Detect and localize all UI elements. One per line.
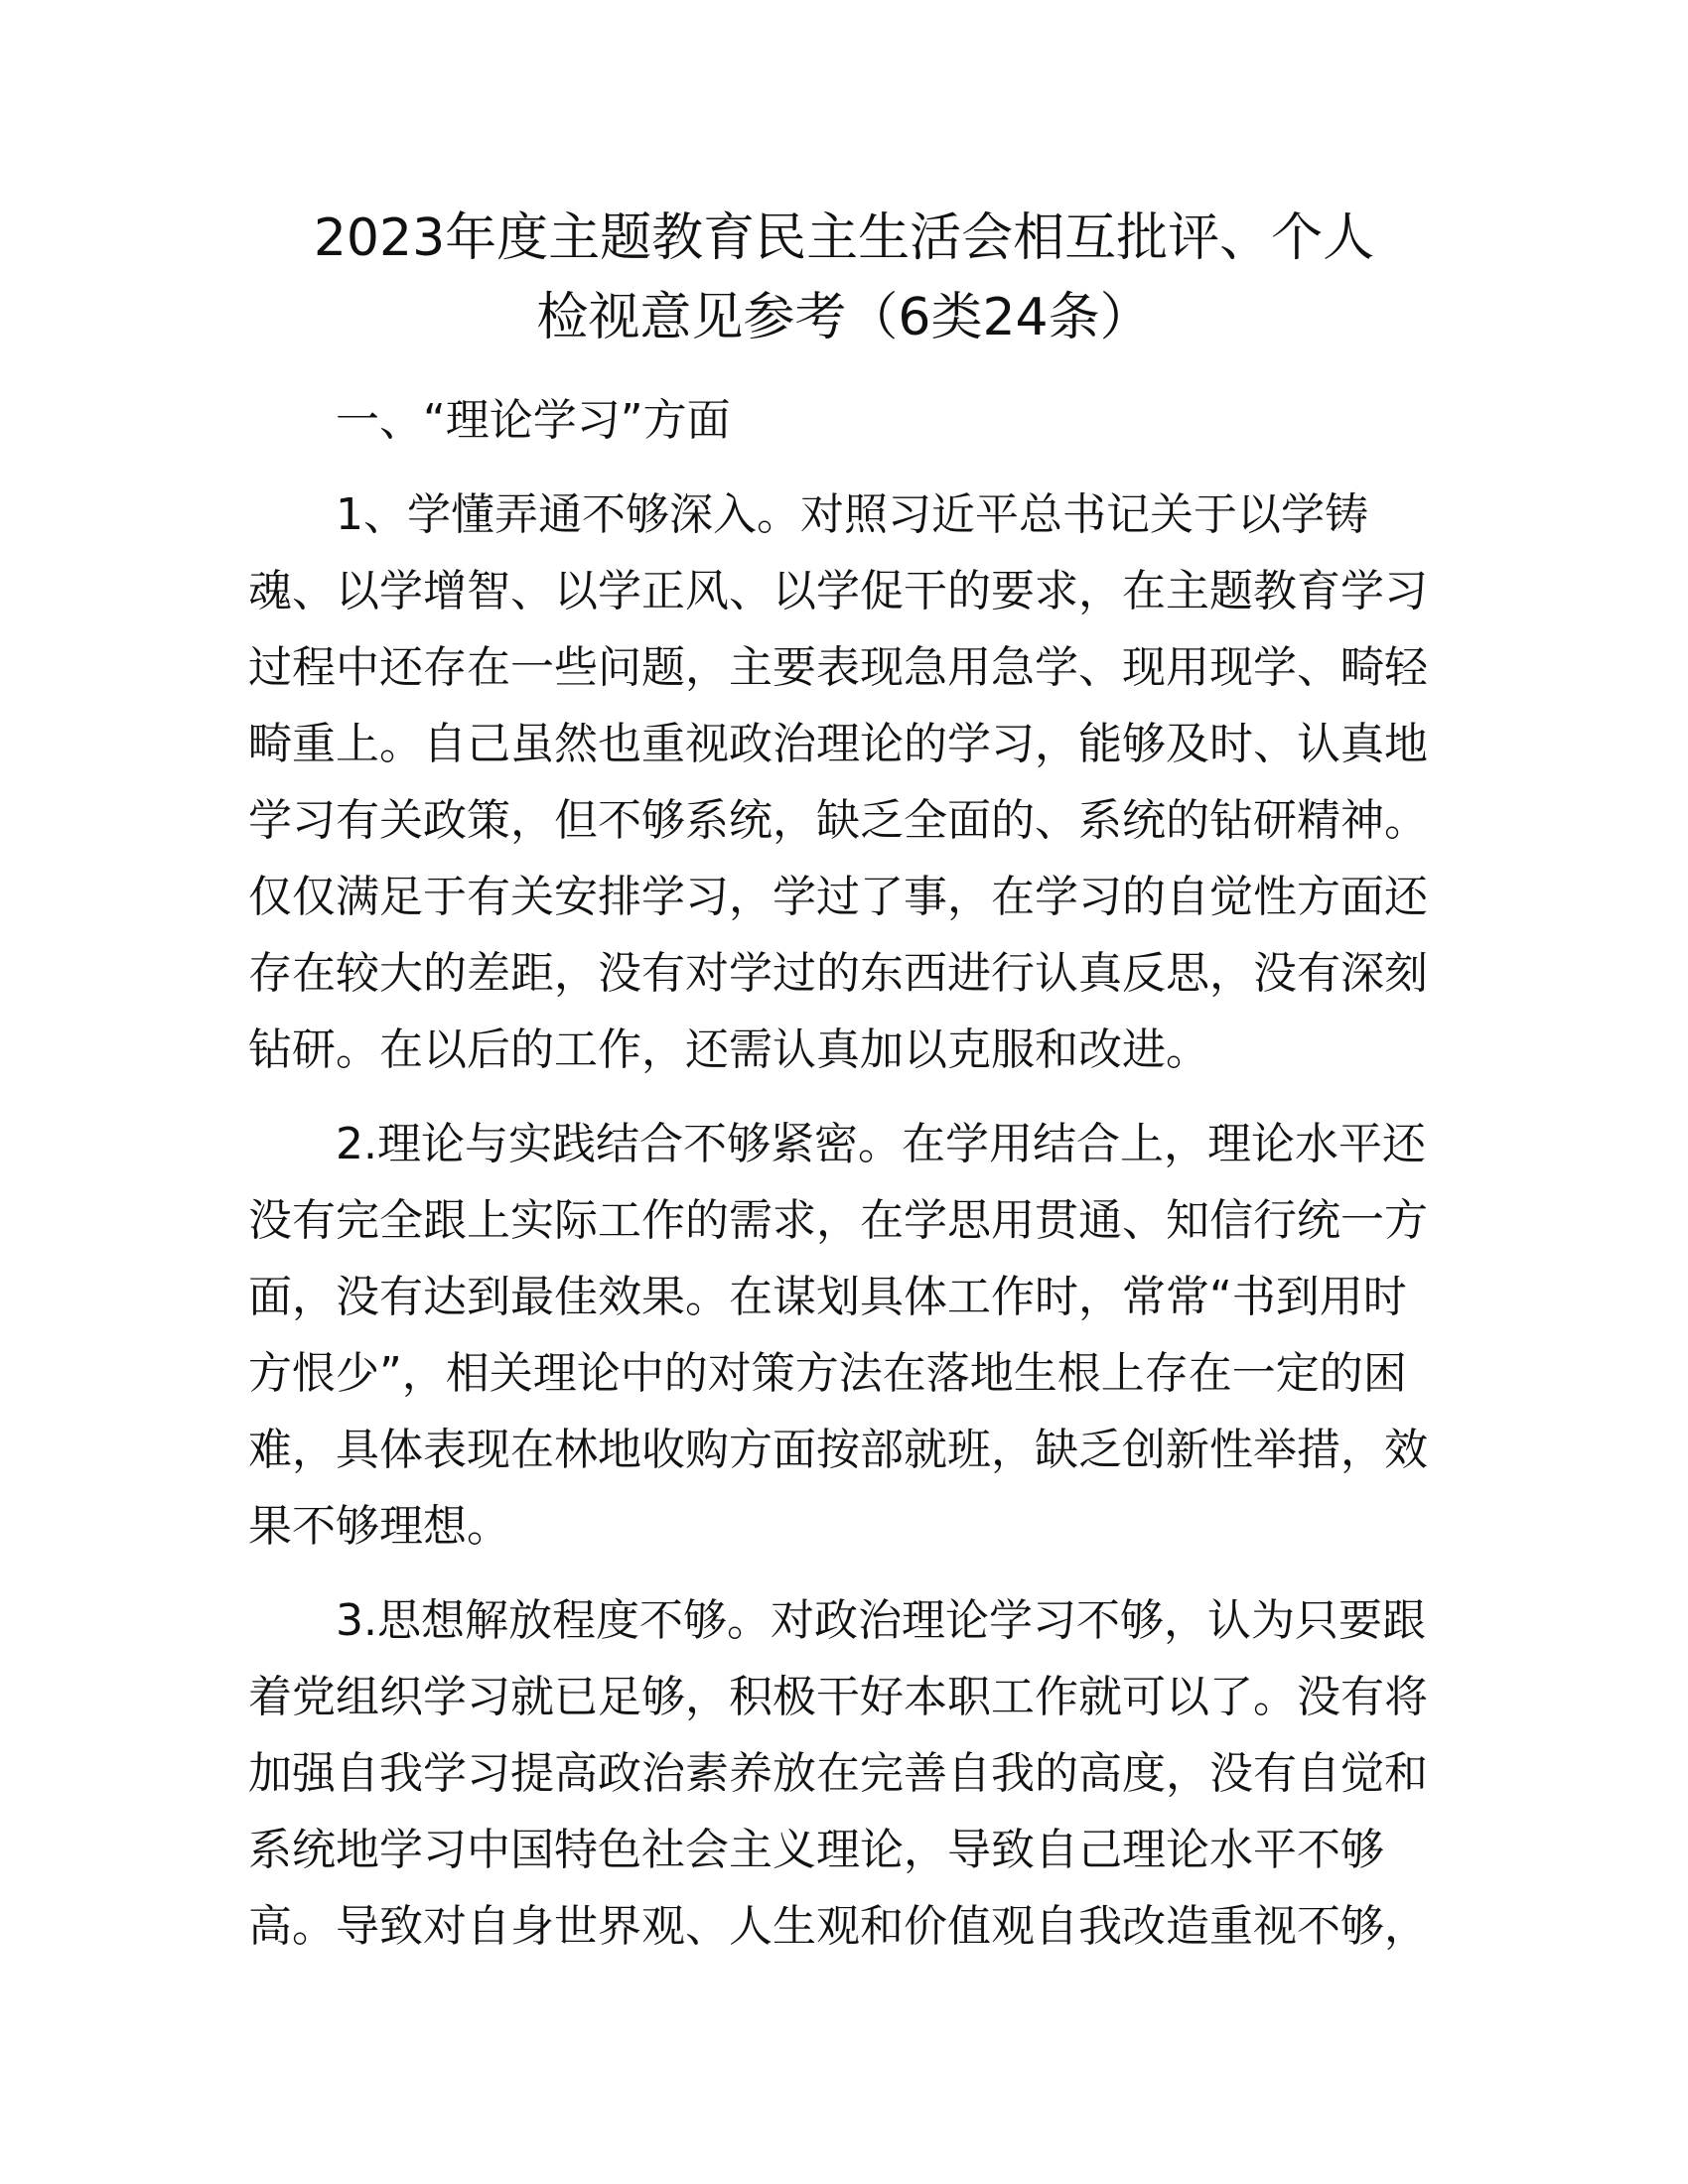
- paragraph-line: 3.思想解放程度不够。对政治理论学习不够，认为只要跟: [336, 1595, 1426, 1646]
- paragraph-line: 方恨少”，相关理论中的对策方法在落地生根上存在一定的困: [248, 1348, 1407, 1399]
- paragraph-line: 存在较大的差距，没有对学过的东西进行认真反思，没有深刻: [248, 948, 1428, 999]
- paragraph-line: 果不够理想。: [248, 1501, 510, 1552]
- paragraph-2: [248, 1106, 1440, 1565]
- paragraph-line: 系统地学习中国特色社会主义理论，导致自己理论水平不够: [248, 1825, 1384, 1875]
- paragraph-line: 学习有关政策，但不够系统，缺乏全面的、系统的钻研精神。: [248, 795, 1428, 846]
- document-title: [248, 199, 1440, 357]
- title-line-2: 检视意见参考（6类24条）: [536, 288, 1152, 347]
- paragraph-line: 过程中还存在一些问题，主要表现急用急学、现用现学、畸轻: [248, 642, 1428, 693]
- paragraph-line: 加强自我学习提高政治素养放在完善自我的高度，没有自觉和: [248, 1748, 1428, 1799]
- paragraph-3: [248, 1582, 1440, 1965]
- paragraph-line: 没有完全跟上实际工作的需求，在学思用贯通、知信行统一方: [248, 1195, 1428, 1246]
- paragraph-line: 1、学懂弄通不够深入。对照习近平总书记关于以学铸: [336, 489, 1368, 540]
- paragraph-line: 难，具体表现在林地收购方面按部就班，缺乏创新性举措，效: [248, 1425, 1428, 1475]
- paragraph-line: 钻研。在以后的工作，还需认真加以克服和改进。: [248, 1024, 1209, 1075]
- title-line-1: 2023年度主题教育民主生活会相互批评、个人: [313, 208, 1375, 268]
- paragraph-line: 高。导致对自身世界观、人生观和价值观自我改造重视不够，: [248, 1901, 1428, 1952]
- section-heading-theory-study: 一、“理论学习”方面: [336, 395, 731, 446]
- paragraph-line: 面，没有达到最佳效果。在谋划具体工作时，常常“书到用时: [248, 1272, 1407, 1322]
- paragraph-line: 2.理论与实践结合不够紧密。在学用结合上，理论水平还: [336, 1119, 1426, 1169]
- paragraph-line: 魂、以学增智、以学正风、以学促干的要求，在主题教育学习: [248, 566, 1428, 616]
- paragraph-line: 仅仅满足于有关安排学习，学过了事，在学习的自觉性方面还: [248, 872, 1428, 922]
- document-page: [248, 199, 1440, 1965]
- paragraph-1: [248, 477, 1440, 1088]
- paragraph-line: 畸重上。自己虽然也重视政治理论的学习，能够及时、认真地: [248, 719, 1428, 769]
- paragraph-line: 着党组织学习就已足够，积极干好本职工作就可以了。没有将: [248, 1672, 1428, 1722]
